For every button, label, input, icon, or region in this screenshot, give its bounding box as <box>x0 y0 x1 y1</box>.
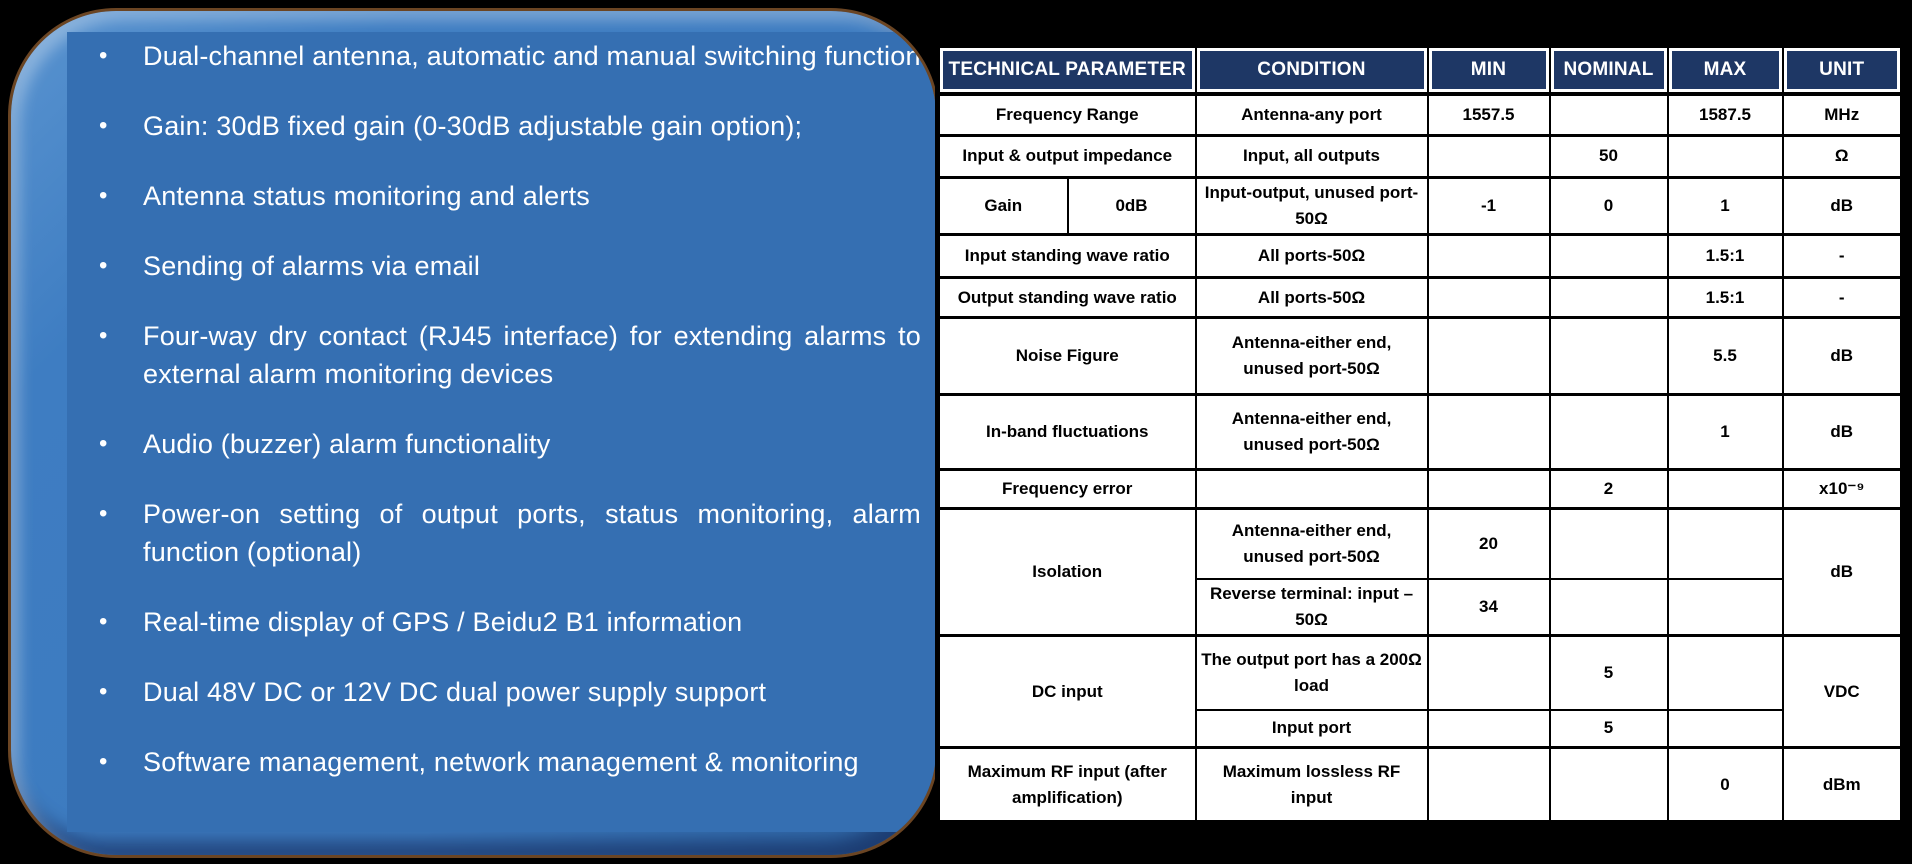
cell-parameter: Input & output impedance <box>938 135 1196 177</box>
cell-max <box>1668 509 1783 579</box>
cell-parameter: Frequency error <box>938 470 1196 509</box>
cell-min <box>1428 318 1550 395</box>
table-row <box>938 135 1903 177</box>
cell-nominal <box>1550 235 1668 278</box>
cell-condition: Reverse terminal: input – 50Ω <box>1196 579 1428 636</box>
cell-nominal <box>1550 579 1668 636</box>
cell-condition: The output port has a 200Ω load <box>1196 636 1428 710</box>
cell-parameter: Isolation <box>938 509 1196 636</box>
table-row <box>938 748 1903 823</box>
cell-min <box>1428 748 1550 823</box>
cell-condition: Maximum lossless RF input <box>1196 748 1428 823</box>
cell-nominal <box>1550 94 1668 135</box>
col-header-min: MIN <box>1428 46 1550 95</box>
feature-text: Dual-channel antenna, automatic and manual switching function <box>143 41 921 71</box>
cell-unit: dB <box>1783 318 1903 395</box>
cell-nominal: 50 <box>1550 135 1668 177</box>
cell-parameter: In-band fluctuations <box>938 395 1196 470</box>
cell-parameter: Input standing wave ratio <box>938 235 1196 278</box>
cell-unit: VDC <box>1783 636 1903 748</box>
table-row <box>938 235 1903 278</box>
cell-max <box>1668 579 1783 636</box>
cell-nominal <box>1550 395 1668 470</box>
feature-item <box>93 247 921 285</box>
feature-text: Software management, network management & monitoring <box>143 747 859 777</box>
table-row <box>938 177 1903 235</box>
cell-condition: Input, all outputs <box>1196 135 1428 177</box>
cell-nominal <box>1550 318 1668 395</box>
bullet-icon: • <box>99 42 108 69</box>
cell-condition: Input port <box>1196 710 1428 748</box>
table-row <box>938 509 1903 579</box>
cell-max: 0 <box>1668 748 1783 823</box>
cell-min <box>1428 470 1550 509</box>
cell-unit: - <box>1783 235 1903 278</box>
feature-item <box>93 603 921 641</box>
cell-nominal <box>1550 509 1668 579</box>
cell-max: 1 <box>1668 395 1783 470</box>
cell-unit: dB <box>1783 177 1903 235</box>
table-row <box>938 94 1903 135</box>
feature-text: Four-way dry contact (RJ45 interface) for extending alarms to external alarm monitoring devices <box>143 321 921 389</box>
cell-max <box>1668 636 1783 710</box>
cell-nominal <box>1550 278 1668 318</box>
feature-item <box>93 107 921 145</box>
cell-min <box>1428 636 1550 710</box>
cell-max <box>1668 710 1783 748</box>
table-row <box>938 278 1903 318</box>
feature-item <box>93 177 921 215</box>
cell-unit: dB <box>1783 509 1903 636</box>
feature-item <box>93 743 921 781</box>
cell-parameter-sub: 0dB <box>1068 177 1196 235</box>
bullet-icon: • <box>99 748 108 775</box>
cell-unit: Ω <box>1783 135 1903 177</box>
feature-item <box>93 673 921 711</box>
cell-min <box>1428 235 1550 278</box>
feature-item <box>93 37 921 75</box>
bullet-icon: • <box>99 182 108 209</box>
cell-max <box>1668 135 1783 177</box>
cell-nominal: 5 <box>1550 636 1668 710</box>
cell-nominal: 0 <box>1550 177 1668 235</box>
cell-condition: Antenna-either end, unused port-50Ω <box>1196 395 1428 470</box>
feature-text: Antenna status monitoring and alerts <box>143 181 590 211</box>
cell-condition: Antenna-either end, unused port-50Ω <box>1196 318 1428 395</box>
cell-condition: Input-output, unused port-50Ω <box>1196 177 1428 235</box>
spec-table <box>935 43 1905 825</box>
cell-unit: dB <box>1783 395 1903 470</box>
cell-condition <box>1196 470 1428 509</box>
cell-nominal: 2 <box>1550 470 1668 509</box>
cell-parameter: Gain <box>938 177 1068 235</box>
cell-parameter: DC input <box>938 636 1196 748</box>
cell-condition: All ports-50Ω <box>1196 278 1428 318</box>
cell-nominal: 5 <box>1550 710 1668 748</box>
bullet-icon: • <box>99 678 108 705</box>
cell-condition: Antenna-either end, unused port-50Ω <box>1196 509 1428 579</box>
bullet-icon: • <box>99 608 108 635</box>
cell-min: 20 <box>1428 509 1550 579</box>
col-header-unit: UNIT <box>1783 46 1903 95</box>
feature-item <box>93 425 921 463</box>
col-header-parameter: TECHNICAL PARAMETER <box>938 46 1196 95</box>
feature-text: Sending of alarms via email <box>143 251 481 281</box>
feature-text: Gain: 30dB fixed gain (0-30dB adjustable gain option); <box>143 111 803 141</box>
features-panel <box>8 8 939 858</box>
cell-parameter: Output standing wave ratio <box>938 278 1196 318</box>
cell-condition: All ports-50Ω <box>1196 235 1428 278</box>
cell-max: 1.5:1 <box>1668 278 1783 318</box>
table-row <box>938 470 1903 509</box>
cell-min: 1557.5 <box>1428 94 1550 135</box>
table-row <box>938 636 1903 710</box>
cell-min <box>1428 135 1550 177</box>
bullet-icon: • <box>99 322 108 349</box>
cell-max <box>1668 470 1783 509</box>
cell-parameter: Noise Figure <box>938 318 1196 395</box>
table-header-row <box>938 46 1903 95</box>
cell-min <box>1428 278 1550 318</box>
cell-max: 1.5:1 <box>1668 235 1783 278</box>
bullet-icon: • <box>99 112 108 139</box>
cell-min <box>1428 395 1550 470</box>
cell-nominal <box>1550 748 1668 823</box>
bullet-icon: • <box>99 430 108 457</box>
cell-parameter: Maximum RF input (after amplification) <box>938 748 1196 823</box>
cell-max: 5.5 <box>1668 318 1783 395</box>
feature-item <box>93 317 921 393</box>
feature-item <box>93 495 921 571</box>
table-row <box>938 318 1903 395</box>
cell-min: 34 <box>1428 579 1550 636</box>
cell-parameter: Frequency Range <box>938 94 1196 135</box>
cell-unit: - <box>1783 278 1903 318</box>
cell-condition: Antenna-any port <box>1196 94 1428 135</box>
feature-text: Power-on setting of output ports, status monitoring, alarm function (optional) <box>143 499 921 567</box>
bullet-icon: • <box>99 500 108 527</box>
cell-max: 1 <box>1668 177 1783 235</box>
feature-text: Dual 48V DC or 12V DC dual power supply support <box>143 677 767 707</box>
bullet-icon: • <box>99 252 108 279</box>
feature-text: Real-time display of GPS / Beidu2 B1 information <box>143 607 743 637</box>
col-header-nominal: NOMINAL <box>1550 46 1668 95</box>
cell-unit: x10⁻⁹ <box>1783 470 1903 509</box>
table-row <box>938 395 1903 470</box>
feature-list <box>93 37 921 813</box>
cell-unit: dBm <box>1783 748 1903 823</box>
cell-max: 1587.5 <box>1668 94 1783 135</box>
cell-min: -1 <box>1428 177 1550 235</box>
feature-text: Audio (buzzer) alarm functionality <box>143 429 551 459</box>
col-header-max: MAX <box>1668 46 1783 95</box>
cell-unit: MHz <box>1783 94 1903 135</box>
col-header-condition: CONDITION <box>1196 46 1428 95</box>
cell-min <box>1428 710 1550 748</box>
